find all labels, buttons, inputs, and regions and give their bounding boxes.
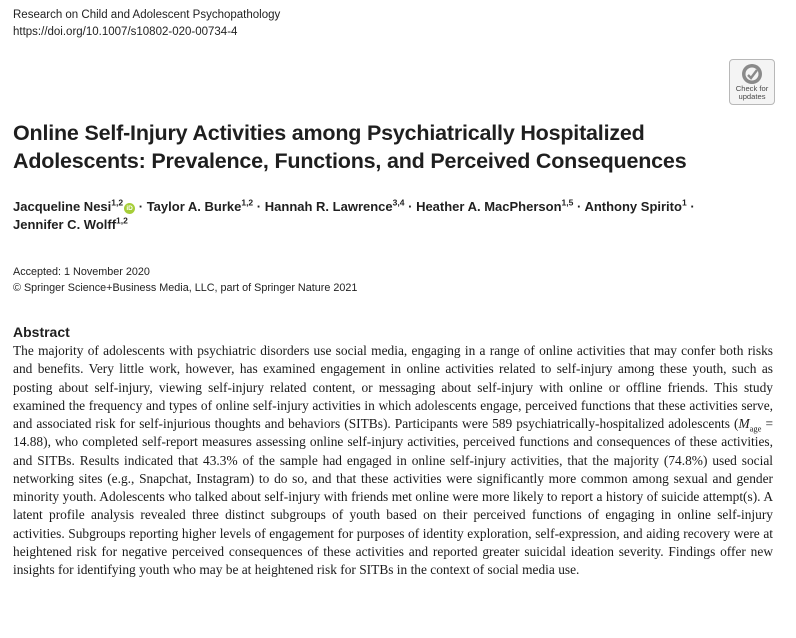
author-name[interactable]: Taylor A. Burke xyxy=(146,199,242,214)
article-meta xyxy=(13,264,357,296)
author-name[interactable]: Jennifer C. Wolff xyxy=(13,217,117,232)
title-line-2: Adolescents: Prevalence, Functions, and Perceived Consequences xyxy=(13,149,687,173)
abstract-part-1: The majority of adolescents with psychiatric disorders use social media, engaging in a range of online activities that may confer both risks and benefits. Very little work, however, has examined engagement in online activities related to self-injury among these youth, such as posting about self-injury, viewing self-injury related content, or messaging about self-injury with online or offline friends. This study examined the frequency and types of online self-injury activities in which adolescents engage, perceived functions that these activities serve, and associated risk for self-injurious thoughts and behaviors (SITBs). Participants were 589 psychiatrically-hospitalized adolescents ( xyxy=(13,343,773,431)
check-for-updates-label: Check for updates xyxy=(735,84,769,101)
author-separator: · xyxy=(690,199,695,214)
copyright-notice: © Springer Science+Business Media, LLC, part of Springer Nature 2021 xyxy=(13,282,358,294)
author-separator: · xyxy=(138,199,144,214)
author-name[interactable]: Hannah R. Lawrence xyxy=(264,199,393,214)
abstract-heading: Abstract xyxy=(13,324,70,340)
abstract-part-2: , who completed self-report measures assessing online self-injury activities, perceived functions and consequences of these activities, and SITBs. Results indicated that 43.3% of the sample had engaged in online self-injury activities, that the majority (74.8%) used social networking sites (e.g., Snapchat, Instagram) to do so, and that these activities were significantly more common among sexual and gender minority youth. Adolescents who talked about self-injury with friends met online were more likely to report a history of suicide attempt(s). A latent profile analysis revealed three distinct subgroups of youth based on their perceived functions of engaging in online self-injury activities. Subgroups reporting higher levels of engagement for purposes of identity exploration, self-expression, and aiding recovery were at heightened risk for negative perceived consequences of these activities and reported greater suicidal ideation severity. Findings offer new insights for identifying youth who may be at heightened risk for SITBs in the context of social media use. xyxy=(13,434,773,577)
author-affiliation: 1,2 xyxy=(116,215,128,226)
author-name[interactable]: Jacqueline Nesi xyxy=(13,199,112,214)
author-separator: · xyxy=(408,199,413,214)
author-affiliation: 3,4 xyxy=(392,197,405,208)
author-list xyxy=(13,198,783,234)
abstract-text xyxy=(13,342,773,579)
article-title xyxy=(13,119,713,175)
doi-link[interactable]: https://doi.org/10.1007/s10802-020-00734-4 xyxy=(13,26,238,38)
check-for-updates-badge[interactable] xyxy=(729,59,775,105)
author-affiliation: 1 xyxy=(681,197,687,208)
author-name[interactable]: Heather A. MacPherson xyxy=(416,199,562,214)
mean-age-value: = 14.88) xyxy=(13,416,774,450)
author-affiliation: 1,2 xyxy=(241,197,254,208)
mean-age-symbol: M xyxy=(738,416,750,431)
journal-name: Research on Child and Adolescent Psychopathology xyxy=(13,9,281,21)
author-separator: · xyxy=(576,199,582,214)
author-separator: · xyxy=(256,199,262,214)
author-name[interactable]: Anthony Spirito xyxy=(584,199,682,214)
author-affiliation: 1,2 xyxy=(111,197,124,208)
author-affiliation: 1,5 xyxy=(561,197,574,208)
orcid-icon[interactable]: iD xyxy=(124,203,135,214)
mean-age-subscript: age xyxy=(749,423,762,434)
accepted-date: Accepted: 1 November 2020 xyxy=(13,266,150,278)
title-line-1: Online Self-Injury Activities among Psychiatrically Hospitalized xyxy=(13,121,645,145)
crossmark-icon xyxy=(739,63,765,85)
